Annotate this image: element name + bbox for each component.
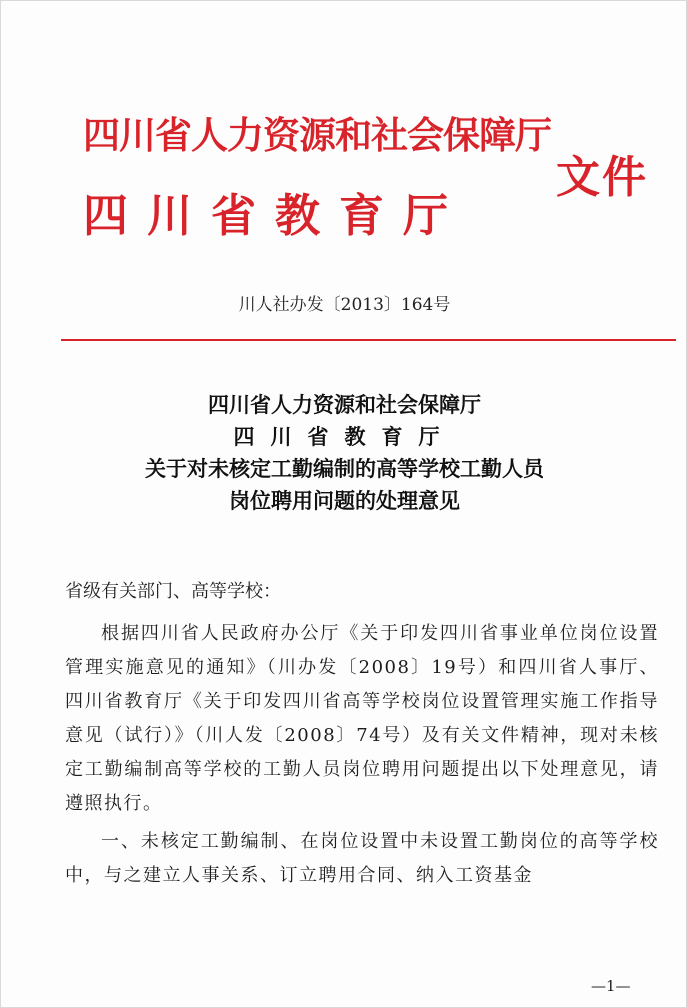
red-separator-line — [61, 339, 676, 341]
page-number: —1— — [591, 977, 631, 995]
salutation: 省级有关部门、高等学校： — [65, 581, 281, 602]
document-title — [1, 389, 687, 517]
document-body — [65, 575, 659, 893]
document-type-label: 文件 — [556, 152, 648, 203]
title-line-1: 四川省人力资源和社会保障厅 — [208, 392, 481, 417]
title-line-4: 岗位聘用问题的处理意见 — [229, 488, 460, 513]
issuing-org-line-1: 四川省人力资源和社会保障厅 — [83, 113, 551, 157]
document-number: 川人社办发〔2013〕164号 — [238, 295, 451, 315]
paragraph-2: 一、未核定工勤编制、在岗位设置中未设置工勤岗位的高等学校中，与之建立人事关系、订立聘用合同、纳入工资基金 — [65, 831, 659, 886]
title-line-3: 关于对未核定工勤编制的高等学校工勤人员 — [145, 456, 544, 481]
show-through-texture — [121, 81, 686, 101]
issuing-org-line-2: 四川省教育厅 — [83, 189, 468, 242]
title-line-2: 四川省教育厅 — [233, 424, 456, 449]
paragraph-1: 根据四川省人民政府办公厅《关于印发四川省事业单位岗位设置管理实施意见的通知》（川办发〔2008〕19号）和四川省人事厅、四川省教育厅《关于印发四川省高等学校岗位设置管理实施工作指导意见（试行）》（川人发〔2008〕74号）及有关文件精神，现对未核定工勤编制高等学校的工勤人员岗位聘用问题提出以下处理意见，请遵照执行。 — [65, 623, 659, 814]
